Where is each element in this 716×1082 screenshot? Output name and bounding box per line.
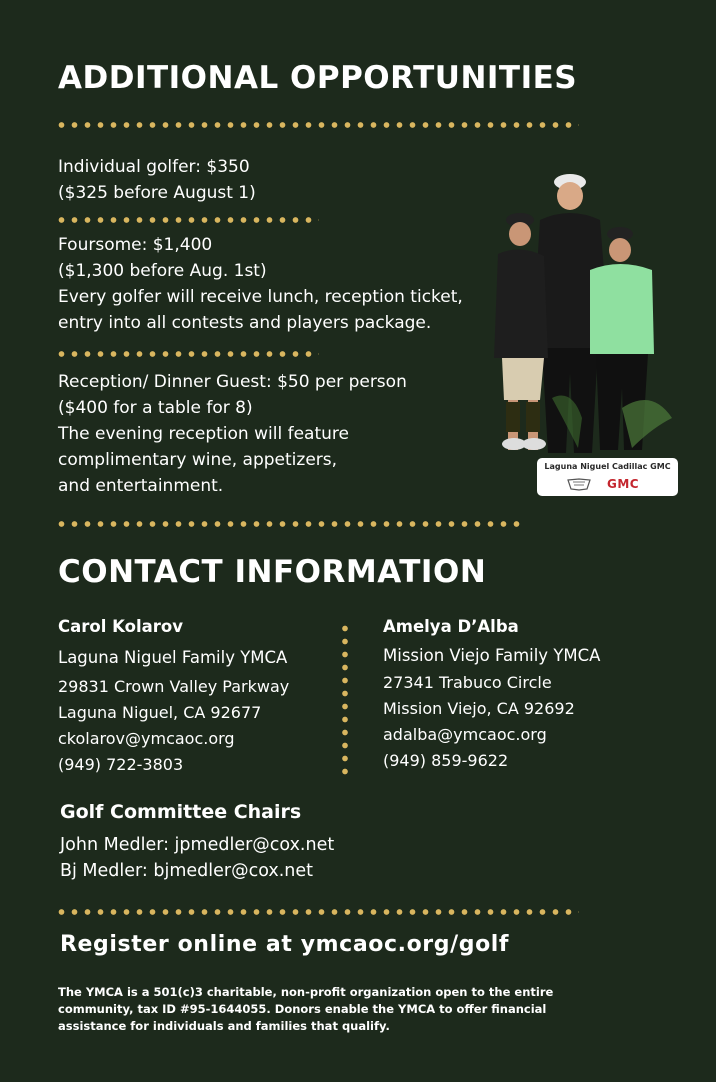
divider — [55, 217, 319, 223]
contact-city: Laguna Niguel, CA 92677 — [58, 703, 262, 722]
individual-golfer-block — [58, 154, 256, 206]
contact-name: Amelya D’Alba — [383, 617, 519, 636]
foursome-early-price: ($1,300 before Aug. 1st) — [58, 261, 267, 281]
contact-phone[interactable]: (949) 859-9622 — [383, 751, 509, 770]
committee-heading: Golf Committee Chairs — [60, 801, 302, 823]
sponsor-badge — [537, 458, 678, 496]
footer-disclaimer — [58, 984, 553, 1035]
footer-line: The YMCA is a 501(c)3 charitable, non-profit organization open to the entire — [58, 985, 554, 999]
reception-desc-2: complimentary wine, appetizers, — [58, 450, 338, 470]
reception-block — [58, 369, 407, 499]
gmc-logo: GMC — [607, 477, 640, 491]
footer-line: community, tax ID #95-1644055. Donors enable the YMCA to offer financial — [58, 1002, 547, 1016]
contact-city: Mission Viejo, CA 92692 — [383, 699, 575, 718]
contact-street: 27341 Trabuco Circle — [383, 673, 552, 692]
contact-branch: Laguna Niguel Family YMCA — [58, 648, 288, 667]
individual-early-price: ($325 before August 1) — [58, 183, 256, 203]
contact-email[interactable]: ckolarov@ymcaoc.org — [58, 729, 235, 748]
reception-desc-1: The evening reception will feature — [58, 424, 349, 444]
section-title-opportunities: ADDITIONAL OPPORTUNITIES — [58, 60, 578, 96]
committee-member: Bj Medler: bjmedler@cox.net — [60, 861, 314, 881]
divider — [55, 521, 523, 527]
sponsor-name: Laguna Niguel Cadillac GMC — [544, 462, 671, 471]
individual-price: Individual golfer: $350 — [58, 157, 250, 177]
golfers-photo — [482, 158, 682, 498]
contact-street: 29831 Crown Valley Parkway — [58, 677, 290, 696]
reception-price: Reception/ Dinner Guest: $50 per person — [58, 372, 407, 392]
contact-branch: Mission Viejo Family YMCA — [383, 646, 601, 665]
divider — [55, 351, 319, 357]
committee-list — [60, 832, 334, 884]
contact-name: Carol Kolarov — [58, 617, 183, 636]
committee-member: John Medler: jpmedler@cox.net — [60, 835, 335, 855]
section-title-contact: CONTACT INFORMATION — [58, 554, 487, 590]
cadillac-logo-icon — [567, 478, 591, 491]
foursome-block — [58, 232, 463, 336]
divider — [55, 122, 579, 128]
register-link[interactable]: Register online at ymcaoc.org/golf — [60, 932, 510, 957]
contact-email[interactable]: adalba@ymcaoc.org — [383, 725, 547, 744]
vertical-divider — [342, 622, 348, 778]
divider — [55, 909, 579, 915]
foursome-price: Foursome: $1,400 — [58, 235, 213, 255]
contact-phone[interactable]: (949) 722-3803 — [58, 755, 184, 774]
foursome-desc-1: Every golfer will receive lunch, reception ticket, — [58, 287, 463, 307]
reception-desc-3: and entertainment. — [58, 476, 224, 496]
foursome-desc-2: entry into all contests and players package. — [58, 313, 432, 333]
reception-table-price: ($400 for a table for 8) — [58, 398, 253, 418]
footer-line: assistance for individuals and families that qualify. — [58, 1019, 390, 1033]
